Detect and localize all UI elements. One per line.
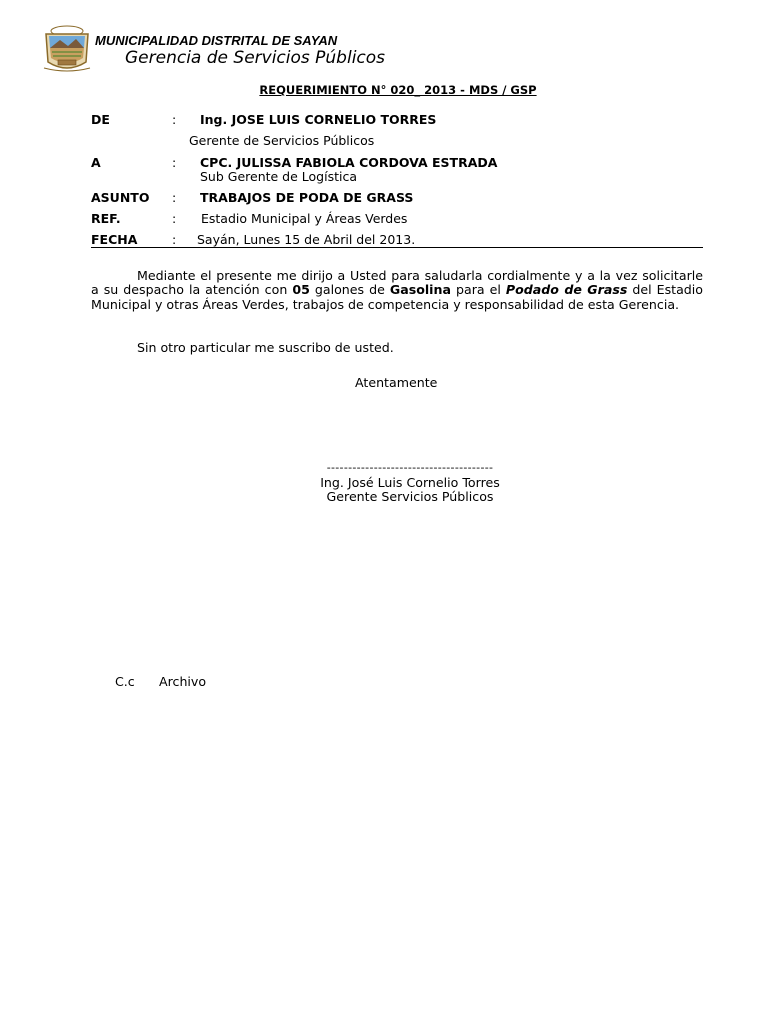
field-de-value: Ing. JOSE LUIS CORNELIO TORRES <box>200 112 437 127</box>
field-ref-colon: : <box>172 211 177 226</box>
field-a-value: CPC. JULISSA FABIOLA CORDOVA ESTRADA <box>200 155 498 170</box>
field-asunto-colon: : <box>172 190 177 205</box>
closing-line: Sin otro particular me suscribo de usted. <box>137 340 394 355</box>
body-quantity: 05 <box>292 282 310 298</box>
body-task: Podado de Grass <box>505 282 628 298</box>
field-ref-label: REF. <box>91 211 121 226</box>
field-de-label: DE <box>91 112 110 127</box>
field-a-colon: : <box>172 155 177 170</box>
organization-name: MUNICIPALIDAD DISTRITAL DE SAYAN <box>95 33 338 48</box>
field-fecha-colon: : <box>172 232 177 247</box>
field-a-label: A <box>91 155 101 170</box>
field-fecha-value: Sayán, Lunes 15 de Abril del 2013. <box>197 232 416 247</box>
cc-label: C.c <box>115 674 135 689</box>
field-ref-value: Estadio Municipal y Áreas Verdes <box>201 211 408 226</box>
body-item: Gasolina <box>389 282 451 298</box>
signature-line: --------------------------------------- <box>326 461 494 474</box>
body-text-4: del Estadio Municipal y otras Áreas Verdes, trabajos de competencia y responsabilidad de esta Gerencia. <box>91 282 704 312</box>
header-divider <box>91 247 703 248</box>
body-text-3: para el <box>450 282 506 298</box>
document-title: REQUERIMIENTO N° 020_ 2013 - MDS / GSP <box>259 83 537 97</box>
signature-title: Gerente Servicios Públicos <box>326 489 494 504</box>
signature-name: Ing. José Luis Cornelio Torres <box>320 475 500 490</box>
cc-value: Archivo <box>159 674 207 689</box>
body-paragraph <box>91 269 703 312</box>
field-a-subtitle: Sub Gerente de Logística <box>200 169 358 184</box>
field-de-subtitle: Gerente de Servicios Públicos <box>189 133 375 148</box>
field-asunto-label: ASUNTO <box>91 190 150 205</box>
field-de-colon: : <box>172 112 177 127</box>
body-text-2: galones de <box>309 282 390 298</box>
regards-line: Atentamente <box>355 375 438 390</box>
municipal-emblem-logo <box>40 24 94 74</box>
field-asunto-value: TRABAJOS DE PODA DE GRASS <box>200 190 414 205</box>
department-name: Gerencia de Servicios Públicos <box>125 48 386 68</box>
body-text-1: Mediante el presente me dirijo a Usted para saludarla cordialmente y a la vez solicitarle a su despacho la atención con <box>91 268 703 298</box>
field-fecha-label: FECHA <box>91 232 138 247</box>
